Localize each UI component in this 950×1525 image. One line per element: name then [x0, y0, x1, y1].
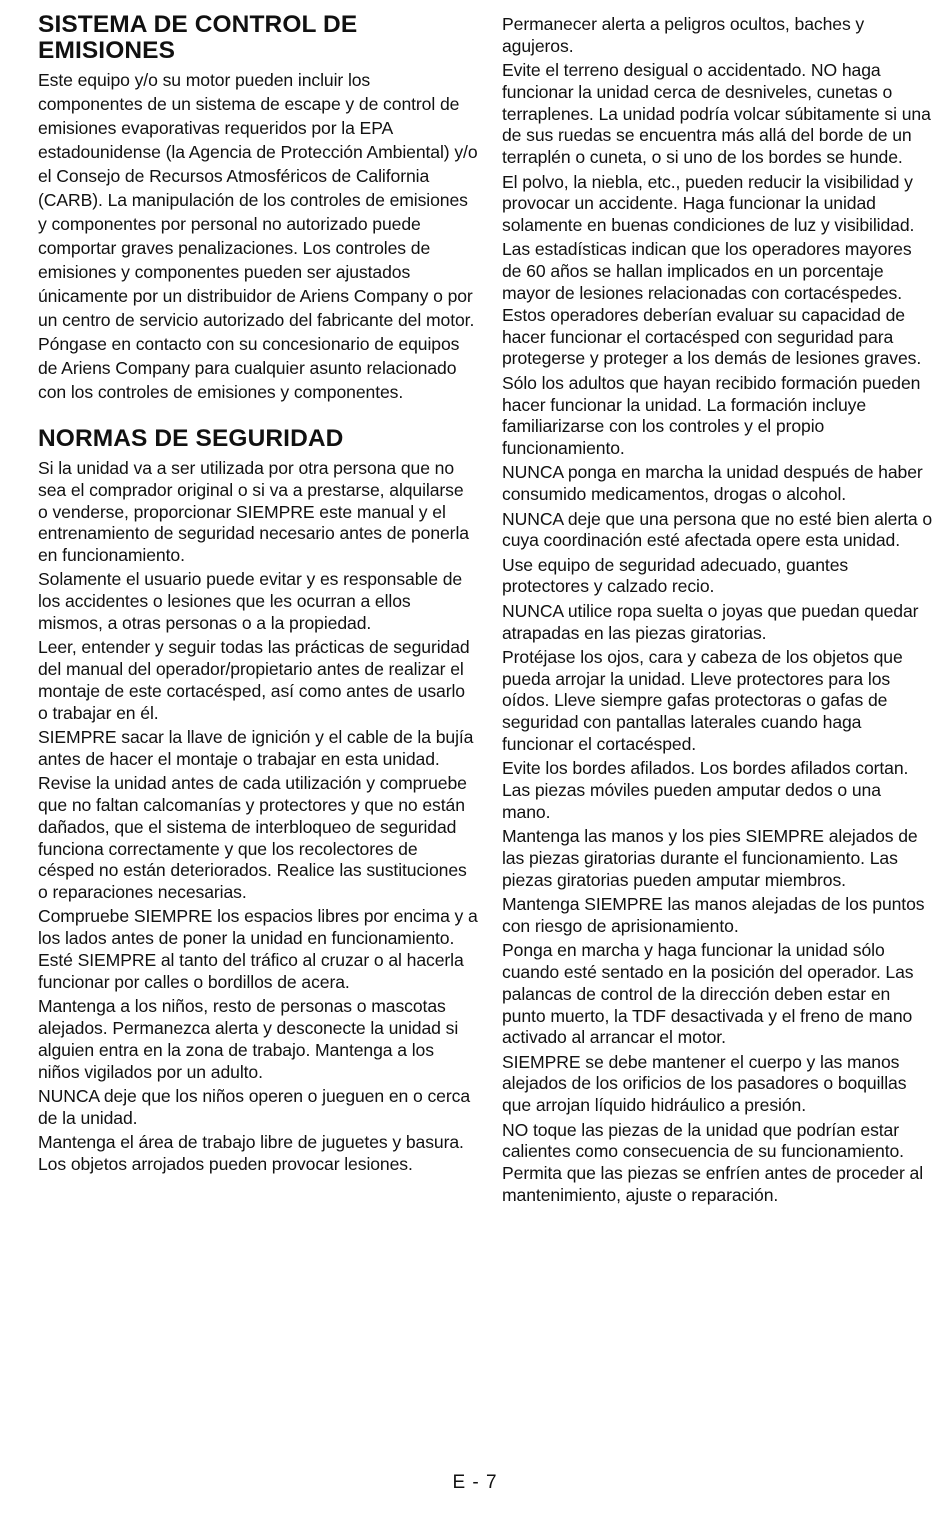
safety-paragraph: Mantenga a los niños, resto de personas o mascotas alejados. Permanezca alerta y desconecte la unidad si alguien entra en la zona de trabajo. Mantenga a los niños vigilados por un adulto. — [38, 996, 459, 1082]
emissions-heading: SISTEMA DE CONTROL DE EMISIONES — [38, 11, 358, 64]
safety-paragraph: Ponga en marcha y haga funcionar la unidad sólo cuando esté sentado en la posición del operador. Las palancas de control de la dirección deben estar en punto muerto, la TDF desactivada y el freno de mano activado al arrancar el motor. — [502, 940, 914, 1048]
safety-paragraph: Solamente el usuario puede evitar y es responsable de los accidentes o lesiones que les ocurran a ellos mismos, a otras personas o a la propiedad. — [38, 569, 463, 634]
safety-heading: NORMAS DE SEGURIDAD — [38, 425, 344, 452]
page-number: E - 7 — [452, 1472, 498, 1493]
safety-paragraph: Mantenga las manos y los pies SIEMPRE alejados de las piezas giratorias durante el funcionamiento. Las piezas giratorias pueden amputar miembros. — [502, 826, 918, 890]
safety-paragraph: Protéjase los ojos, cara y cabeza de los objetos que pueda arrojar la unidad. Lleve protectores para los oídos. Lleve siempre gafas protectoras o gafas de seguridad con pantallas laterales cuando haga funcionar el cortacésped. — [502, 646, 903, 754]
safety-paragraph: NUNCA deje que una persona que no esté bien alerta o cuya coordinación esté afectada opere esta unidad. — [502, 508, 933, 551]
emissions-paragraph: Este equipo y/o su motor pueden incluir los componentes de un sistema de escape y de control de emisiones evaporativas requeridos por la EPA estadounidense (la Agencia de Protección Ambiental) y/o el Consejo de Recursos Atmosféricos de California (CARB). La manipulación de los controles de emisiones y componentes por personal no autorizado puede comportar graves penalizaciones. Los controles de emisiones y componentes pueden ser ajustados únicamente por un distribuidor de Ariens Company o por un centro de servicio autorizado del fabricante del motor. Póngase en contacto con su concesionario de equipos de Ariens Company para cualquier asunto relacionado con los controles de emisiones y componentes. — [38, 70, 478, 402]
safety-paragraph: Mantenga el área de trabajo libre de juguetes y basura. Los objetos arrojados pueden provocar lesiones. — [38, 1131, 464, 1174]
safety-paragraph: NUNCA utilice ropa suelta o joyas que puedan quedar atrapadas en las piezas giratorias. — [502, 600, 919, 643]
safety-paragraph: Compruebe SIEMPRE los espacios libres por encima y a los lados antes de poner la unidad en funcionamiento. Esté SIEMPRE al tanto del tráfico al cruzar o al hacerla funcionar por calles o bordillos de acera. — [38, 906, 478, 992]
left-column — [38, 0, 478, 1178]
safety-paragraph: Leer, entender y seguir todas las prácticas de seguridad del manual del operador/propietario antes de realizar el montaje de este cortacésped, así como antes de usarlo o trabajar en él. — [38, 637, 470, 723]
safety-paragraph: Evite los bordes afilados. Los bordes afilados cortan. Las piezas móviles pueden amputar dedos o una mano. — [502, 758, 909, 822]
right-column — [502, 0, 934, 1209]
safety-paragraph: Use equipo de seguridad adecuado, guantes protectores y calzado recio. — [502, 554, 849, 597]
safety-paragraph: Mantenga SIEMPRE las manos alejadas de los puntos con riesgo de aprisionamiento. — [502, 894, 925, 936]
safety-paragraph: Sólo los adultos que hayan recibido formación pueden hacer funcionar la unidad. La formación incluye familiarizarse con los controles y el propio funcionamiento. — [502, 372, 921, 459]
safety-paragraph: Revise la unidad antes de cada utilización y compruebe que no faltan calcomanías y protectores y que no están dañados, que el sistema de interbloqueo de seguridad funciona correctamente y que los recolectores de césped no están deteriorados. Realice las sustituciones o reparaciones necesarias. — [38, 773, 467, 903]
safety-paragraph: Permanecer alerta a peligros ocultos, baches y agujeros. — [502, 14, 865, 56]
safety-paragraph: SIEMPRE sacar la llave de ignición y el cable de la bujía antes de hacer el montaje o trabajar en esta unidad. — [38, 727, 474, 769]
safety-paragraph: El polvo, la niebla, etc., pueden reducir la visibilidad y provocar un accidente. Haga funcionar la unidad solamente en buenas condiciones de luz y visibilidad. — [502, 171, 915, 236]
safety-paragraph: Si la unidad va a ser utilizada por otra persona que no sea el comprador original o si va a prestarse, alquilarse o venderse, proporcionar SIEMPRE este manual y el entrenamiento de seguridad necesario antes de ponerla en funcionamiento. — [38, 458, 469, 566]
safety-paragraph: NUNCA ponga en marcha la unidad después de haber consumido medicamentos, drogas o alcohol. — [502, 462, 923, 505]
safety-paragraph: NO toque las piezas de la unidad que podrían estar calientes como consecuencia de su funcionamiento. Permita que las piezas se enfríen antes de proceder al mantenimiento, ajuste o reparación. — [502, 1119, 924, 1205]
safety-paragraph: NUNCA deje que los niños operen o jueguen en o cerca de la unidad. — [38, 1085, 470, 1128]
safety-paragraph: Las estadísticas indican que los operadores mayores de 60 años se hallan implicados en un porcentaje mayor de lesiones relacionadas con cortacéspedes. Estos operadores deberían evaluar su capacidad de hacer funcionar el cortacésped con seguridad para protegerse y proteger a los demás de lesiones graves. — [502, 239, 922, 369]
safety-paragraph: Evite el terreno desigual o accidentado. NO haga funcionar la unidad cerca de desniveles, cunetas o terraplenes. La unidad podría volcar súbitamente si una de sus ruedas se encuentra más allá del borde de un terraplén o cuneta, o si uno de los bordes se hunde. — [502, 60, 931, 168]
safety-paragraph: SIEMPRE se debe mantener el cuerpo y las manos alejados de los orificios de los pasadores o boquillas que arrojan líquido hidráulico a presión. — [502, 1051, 907, 1116]
